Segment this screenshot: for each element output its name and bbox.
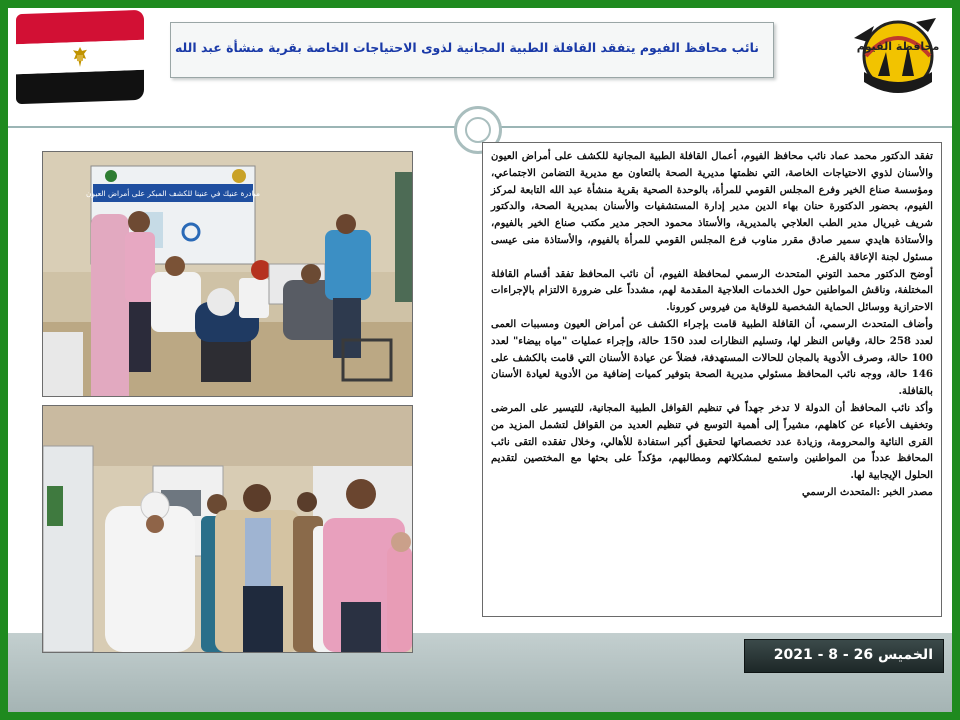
article-source: مصدر الخبر :المتحدث الرسمي xyxy=(801,485,933,498)
publish-date: الخميس 26 - 8 - 2021 xyxy=(773,647,933,663)
photo-eye-exam xyxy=(42,151,413,397)
eagle-icon xyxy=(69,45,91,70)
date-box xyxy=(744,639,944,673)
egypt-flag xyxy=(16,10,144,104)
article-paragraph: أوضح الدكتور محمد التوني المتحدث الرسمي لمحافظة الفيوم، أن نائب المحافظ تفقد أقسام القافلة المختلفة، وناقش المواطنين حول الخدمات العلاجية المقدمة لهم، مشدداً على ضرورة الالتزام بالإجراءات الاحترازية ووسائل الحماية الشخصية للوقاية من فيروس كورونا. xyxy=(491,267,933,314)
logo-caption: محافظة الفيوم xyxy=(856,40,940,53)
group-visit-photo-illustration xyxy=(43,406,412,652)
governorate-logo xyxy=(846,12,946,104)
headline-box xyxy=(170,22,774,78)
article-paragraph: وأضاف المتحدث الرسمي، أن القافلة الطبية قامت بإجراء الكشف عن أمراض العيون ومسببات العمى لعدد 258 حالة، وقياس النظر لها، وتسليم النظارات لعدد 150 حالة، وإجراء عمليات "مياه بيضاء" لعدد 100 حالة، وصرف الأدوية بالمجان للحالات المستهدفة، فضلاً عن عيادة الأسنان التي قامت بالكشف على 146 حالة، ووجه نائب المحافظ مسئولي مديرية الصحة بتوفير كميات إضافية من الأدوية لعيادة الأسنان بالقافلة. xyxy=(491,317,933,398)
eye-exam-photo-illustration xyxy=(43,152,412,396)
banner-text: مبادرة عنيك في عنينا للكشف المبكر على أمراض العيون xyxy=(85,189,261,198)
article-body xyxy=(482,142,942,617)
photo-group-visit xyxy=(42,405,413,653)
headline: نائب محافظ الفيوم يتفقد القافلة الطبية المجانية لذوى الاحتياجات الخاصة بقرية منشأة عبد الله xyxy=(174,40,759,55)
article-paragraph: تفقد الدكتور محمد عماد نائب محافظ الفيوم، أعمال القافلة الطبية المجانية للكشف على أمراض العيون والأسنان لذوي الاحتياجات الخاصة، التي نظمتها مديرية الصحة بالتعاون مع مديرية التضامن الاجتماعي، ومؤسسة صناع الخير وفرع المجلس القومي للمرأة، بالوحدة الصحية بقرية منشأة عبد الله التابعة لمركز الفيوم، بحضور الدكتورة حنان بهاء الدين مدير إدارة المستشفيات والأسنان بمديرية الصحة، والدكتور شريف غبريال مدير الطب العلاجي بالمديرية، والأستاذ محمود الحجر مدير مكتب صناع الخير بالفيوم، والأستاذة هايدي سمير صادق مقرر مناوب فرع المجلس القومي للمرأة بالفيوم، والأستاذة منى عيسى مسئول لجنة الإعاقة بالفرع. xyxy=(491,150,933,263)
page-frame xyxy=(8,8,952,712)
article-paragraph: وأكد نائب المحافظ أن الدولة لا تدخر جهداً في تنظيم القوافل الطبية المجانية، للتيسير على المرضى وتخفيف الأعباء عن كاهلهم، مشيراً إلى أهمية التوسع في تنظيم العديد من القوافل لتشمل المزيد من القرى النائية والمحرومة، وزيادة عدد تخصصاتها لتحقيق أكبر استفادة للأهالي، وخلال تفقده التقى نائب المحافظ عدداً من المواطنين واستمع لمشكلاتهم ومطالبهم، مؤكداً على بحثها مع المختصين لتقديم الحلول الإيجابية لها. xyxy=(491,401,933,482)
